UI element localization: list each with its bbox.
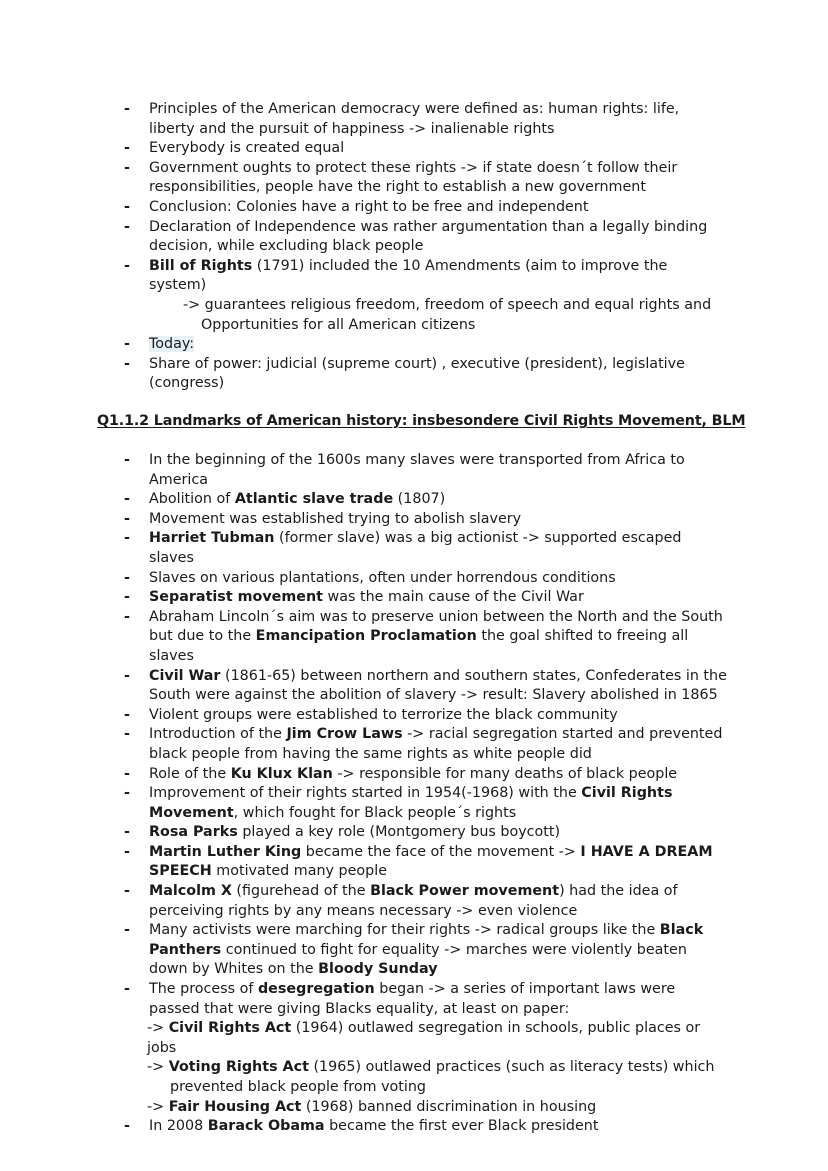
list-item: - Declaration of Independence was rather argumentation than a legally binding decision, while excluding black people bbox=[0, 218, 828, 257]
bold-term: Jim Crow Laws bbox=[286, 726, 403, 743]
list-item: - Harriet Tubman (former slave) was a big actionist -> supported escaped slaves bbox=[0, 529, 828, 568]
highlighted-text: Today: bbox=[149, 336, 195, 353]
bold-term: Malcolm X bbox=[149, 883, 232, 900]
list-item: - Share of power: judicial (supreme court) , executive (president), legislative (congress) bbox=[0, 355, 828, 394]
law-item: -> Voting Rights Act (1965) outlawed practices (such as literacy tests) which prevented black people from voting bbox=[147, 1059, 715, 1095]
list-item: - Malcolm X (figurehead of the Black Power movement) had the idea of perceiving rights by any means necessary -> even violence bbox=[0, 882, 828, 921]
list-item: - Separatist movement was the main cause of the Civil War bbox=[0, 588, 828, 608]
list-item: - Movement was established trying to abolish slavery bbox=[0, 510, 828, 530]
list-item: - Abolition of Atlantic slave trade (1807) bbox=[0, 490, 828, 510]
law-item: -> Civil Rights Act (1964) outlawed segregation in schools, public places or jobs bbox=[147, 1020, 701, 1056]
list-item: - Slaves on various plantations, often under horrendous conditions bbox=[0, 569, 828, 589]
bold-term: Ku Klux Klan bbox=[230, 765, 333, 782]
list-item: - Rosa Parks played a key role (Montgomery bus boycott) bbox=[0, 823, 828, 843]
bold-term: Barack Obama bbox=[207, 1118, 325, 1135]
section-heading: Q1.1.2 Landmarks of American history: insbesondere Civil Rights Movement, BLM bbox=[97, 413, 746, 429]
bold-term: Black Panthers bbox=[149, 922, 704, 958]
bold-term: Civil Rights Movement bbox=[149, 785, 673, 821]
list-item: - Many activists were marching for their rights -> radical groups like the Black Panthers continued to fight for equality -> marches were violently beaten down by Whites on the Bloody Sunday bbox=[0, 921, 828, 980]
list-item: - Civil War (1861-65) between northern and southern states, Confederates in the South were against the abolition of slavery -> result: Slavery abolished in 1865 bbox=[0, 667, 828, 706]
list-item: - In 2008 Barack Obama became the first ever Black president bbox=[0, 1117, 828, 1137]
list-item: - In the beginning of the 1600s many slaves were transported from Africa to America bbox=[0, 451, 828, 490]
bold-term: Fair Housing Act bbox=[168, 1098, 302, 1115]
list-item: - The process of desegregation began -> a series of important laws were passed that were giving Blacks equality, at least on paper: -> Civil Rights Act (1964) outlawed segregation in schools, public places or jobs -> Voting Rights Act (1965) outlawed practices (such as literacy tests) which prevented black people from voting -> Fair Housing Act (1968) banned discrimination in housing bbox=[0, 980, 828, 1117]
list-item: - Improvement of their rights started in 1954(-1968) with the Civil Rights Movement, which fought for Black people´s rights bbox=[0, 784, 828, 823]
list-item: - Introduction of the Jim Crow Laws -> racial segregation started and prevented black people from having the same rights as white people did bbox=[0, 725, 828, 764]
sub-line: -> guarantees religious freedom, freedom of speech and equal rights and bbox=[183, 296, 712, 313]
list-item: - Everybody is created equal bbox=[0, 139, 828, 159]
bold-term: Civil War bbox=[149, 667, 221, 684]
rights-list bbox=[0, 100, 828, 394]
bold-term: Separatist movement bbox=[149, 589, 323, 606]
bold-term: Martin Luther King bbox=[149, 843, 302, 860]
bold-term: Civil Rights Act bbox=[168, 1020, 292, 1037]
bold-term: desegregation bbox=[257, 981, 375, 998]
bold-term: Bill of Rights bbox=[149, 257, 253, 274]
history-list bbox=[0, 451, 828, 1137]
list-item: - Martin Luther King became the face of the movement -> I HAVE A DREAM SPEECH motivated many people bbox=[0, 843, 828, 882]
list-item: - Bill of Rights (1791) included the 10 Amendments (aim to improve the system) -> guarantees religious freedom, freedom of speech and equal rights and Opportunities for all American citizens bbox=[0, 257, 828, 335]
list-item: - Violent groups were established to terrorize the black community bbox=[0, 706, 828, 726]
bold-term: Voting Rights Act bbox=[168, 1059, 309, 1076]
law-item: -> Fair Housing Act (1968) banned discrimination in housing bbox=[147, 1098, 597, 1115]
bold-term: Black Power movement bbox=[370, 883, 560, 900]
bold-term: I HAVE A DREAM SPEECH bbox=[149, 843, 713, 880]
list-item: - Abraham Lincoln´s aim was to preserve union between the North and the South but due to the Emancipation Proclamation the goal shifted to freeing all slaves bbox=[0, 608, 828, 667]
bold-term: Harriet Tubman bbox=[149, 530, 275, 547]
list-item: - Government oughts to protect these rights -> if state doesn´t follow their responsibilities, people have the right to establish a new government bbox=[0, 159, 828, 198]
list-item: - Principles of the American democracy were defined as: human rights: life, liberty and the pursuit of happiness -> inalienable rights bbox=[0, 100, 828, 139]
sub-line: Opportunities for all American citizens bbox=[201, 316, 476, 333]
list-item bbox=[0, 335, 828, 355]
bold-term: Emancipation Proclamation bbox=[255, 628, 477, 645]
list-item: - Conclusion: Colonies have a right to be free and independent bbox=[0, 198, 828, 218]
bold-term: Bloody Sunday bbox=[318, 961, 438, 978]
list-item: - Role of the Ku Klux Klan -> responsible for many deaths of black people bbox=[0, 765, 828, 785]
bold-term: Atlantic slave trade bbox=[234, 491, 394, 508]
bold-term: Rosa Parks bbox=[149, 824, 238, 841]
